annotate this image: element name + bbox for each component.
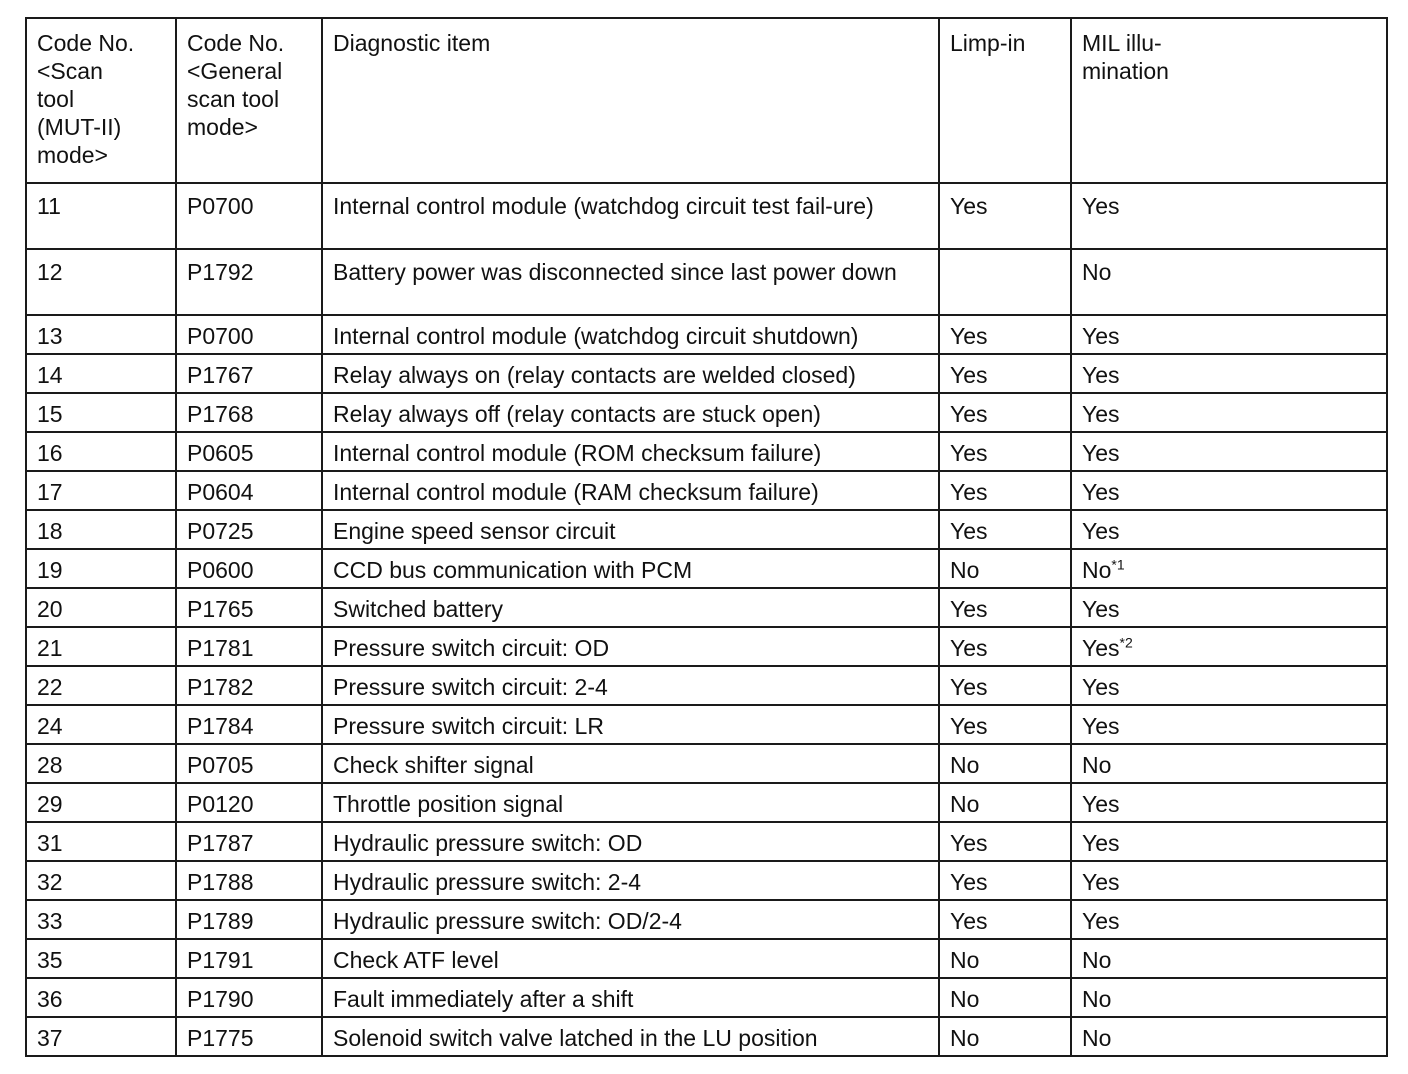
diagnostic-item-cell: Engine speed sensor circuit	[322, 510, 939, 549]
limp-in-cell: No	[939, 978, 1071, 1017]
limp-in-cell: Yes	[939, 822, 1071, 861]
mil-illumination-cell	[1071, 432, 1387, 471]
mil-value: No	[1082, 557, 1112, 583]
table-row	[26, 705, 1387, 744]
mil-illumination-cell	[1071, 666, 1387, 705]
general-code-cell: P1781	[176, 627, 322, 666]
scan-tool-code-cell: 28	[26, 744, 176, 783]
table-row	[26, 822, 1387, 861]
mil-illumination-cell	[1071, 939, 1387, 978]
general-code-cell: P1782	[176, 666, 322, 705]
scan-tool-code-cell: 31	[26, 822, 176, 861]
limp-in-cell: No	[939, 744, 1071, 783]
general-code-cell: P0604	[176, 471, 322, 510]
table-row	[26, 744, 1387, 783]
limp-in-cell: Yes	[939, 900, 1071, 939]
mil-value: Yes	[1082, 869, 1120, 895]
mil-illumination-cell	[1071, 393, 1387, 432]
mil-illumination-cell	[1071, 183, 1387, 249]
mil-value: No	[1082, 947, 1112, 973]
scan-tool-code-cell: 14	[26, 354, 176, 393]
scan-tool-code-cell: 17	[26, 471, 176, 510]
general-code-cell: P1789	[176, 900, 322, 939]
table-row	[26, 315, 1387, 354]
general-code-cell: P1784	[176, 705, 322, 744]
header-general-scan-code: Code No. <General scan tool mode>	[176, 18, 322, 183]
diagnostic-item-cell: Throttle position signal	[322, 783, 939, 822]
scan-tool-code-cell: 15	[26, 393, 176, 432]
footnote-marker: *2	[1119, 634, 1133, 651]
mil-value: Yes	[1082, 713, 1120, 739]
table-row	[26, 354, 1387, 393]
scan-tool-code-cell: 35	[26, 939, 176, 978]
general-code-cell: P1775	[176, 1017, 322, 1056]
mil-illumination-cell	[1071, 354, 1387, 393]
limp-in-cell: Yes	[939, 354, 1071, 393]
general-code-cell: P0700	[176, 315, 322, 354]
scan-tool-code-cell: 36	[26, 978, 176, 1017]
mil-illumination-cell	[1071, 783, 1387, 822]
table-row	[26, 939, 1387, 978]
general-code-cell: P0605	[176, 432, 322, 471]
mil-value: No	[1082, 259, 1112, 285]
diagnostic-item-cell: Hydraulic pressure switch: 2-4	[322, 861, 939, 900]
scan-tool-code-cell: 18	[26, 510, 176, 549]
mil-value: Yes	[1082, 193, 1120, 219]
table-row	[26, 861, 1387, 900]
scan-tool-code-cell: 22	[26, 666, 176, 705]
mil-value: Yes	[1082, 323, 1120, 349]
mil-illumination-cell	[1071, 315, 1387, 354]
header-scan-tool-code: Code No. <Scan tool (MUT-II) mode>	[26, 18, 176, 183]
limp-in-cell	[939, 249, 1071, 315]
mil-illumination-cell	[1071, 627, 1387, 666]
mil-value: Yes	[1082, 479, 1120, 505]
mil-illumination-cell	[1071, 822, 1387, 861]
general-code-cell: P1787	[176, 822, 322, 861]
scan-tool-code-cell: 21	[26, 627, 176, 666]
table-header-row	[26, 18, 1387, 183]
mil-value: Yes	[1082, 908, 1120, 934]
limp-in-cell: No	[939, 549, 1071, 588]
mil-value: No	[1082, 752, 1112, 778]
mil-illumination-cell	[1071, 471, 1387, 510]
diagnostic-item-cell: Relay always off (relay contacts are stuck open)	[322, 393, 939, 432]
diagnostic-item-cell: Internal control module (RAM checksum failure)	[322, 471, 939, 510]
general-code-cell: P1788	[176, 861, 322, 900]
table-row	[26, 900, 1387, 939]
limp-in-cell: No	[939, 939, 1071, 978]
scan-tool-code-cell: 11	[26, 183, 176, 249]
table-row	[26, 432, 1387, 471]
mil-illumination-cell	[1071, 1017, 1387, 1056]
diagnostic-item-cell: Relay always on (relay contacts are welded closed)	[322, 354, 939, 393]
limp-in-cell: No	[939, 1017, 1071, 1056]
limp-in-cell: Yes	[939, 588, 1071, 627]
diagnostic-item-cell: Pressure switch circuit: OD	[322, 627, 939, 666]
mil-value: No	[1082, 1025, 1112, 1051]
footnote-marker: *1	[1111, 556, 1125, 573]
limp-in-cell: Yes	[939, 666, 1071, 705]
diagnostic-item-cell: Check shifter signal	[322, 744, 939, 783]
diagnostic-item-cell: Solenoid switch valve latched in the LU position	[322, 1017, 939, 1056]
mil-illumination-cell	[1071, 978, 1387, 1017]
general-code-cell: P0700	[176, 183, 322, 249]
diagnostic-item-cell: Hydraulic pressure switch: OD	[322, 822, 939, 861]
scan-tool-code-cell: 29	[26, 783, 176, 822]
limp-in-cell: Yes	[939, 183, 1071, 249]
general-code-cell: P1792	[176, 249, 322, 315]
limp-in-cell: Yes	[939, 627, 1071, 666]
diagnostic-item-cell: Internal control module (ROM checksum failure)	[322, 432, 939, 471]
table-row	[26, 549, 1387, 588]
mil-value: Yes	[1082, 635, 1120, 661]
general-code-cell: P1765	[176, 588, 322, 627]
mil-value: No	[1082, 986, 1112, 1012]
mil-illumination-cell	[1071, 549, 1387, 588]
general-code-cell: P1791	[176, 939, 322, 978]
scan-tool-code-cell: 20	[26, 588, 176, 627]
general-code-cell: P0705	[176, 744, 322, 783]
mil-illumination-cell	[1071, 744, 1387, 783]
limp-in-cell: Yes	[939, 510, 1071, 549]
table-row	[26, 666, 1387, 705]
table-body	[26, 183, 1387, 1056]
table-row	[26, 1017, 1387, 1056]
limp-in-cell: No	[939, 783, 1071, 822]
table-row	[26, 588, 1387, 627]
table-row	[26, 783, 1387, 822]
header-limp-in: Limp-in	[939, 18, 1071, 183]
diagnostic-item-cell: Fault immediately after a shift	[322, 978, 939, 1017]
scan-tool-code-cell: 16	[26, 432, 176, 471]
diagnostic-item-cell: Internal control module (watchdog circuit shutdown)	[322, 315, 939, 354]
general-code-cell: P1768	[176, 393, 322, 432]
mil-value: Yes	[1082, 830, 1120, 856]
mil-value: Yes	[1082, 596, 1120, 622]
mil-illumination-cell	[1071, 861, 1387, 900]
mil-value: Yes	[1082, 440, 1120, 466]
limp-in-cell: Yes	[939, 432, 1071, 471]
mil-illumination-cell	[1071, 900, 1387, 939]
table-row	[26, 249, 1387, 315]
diagnostic-item-cell: Pressure switch circuit: LR	[322, 705, 939, 744]
mil-illumination-cell	[1071, 705, 1387, 744]
diagnostic-item-cell: Pressure switch circuit: 2-4	[322, 666, 939, 705]
limp-in-cell: Yes	[939, 315, 1071, 354]
scan-tool-code-cell: 19	[26, 549, 176, 588]
mil-illumination-cell	[1071, 249, 1387, 315]
limp-in-cell: Yes	[939, 393, 1071, 432]
scan-tool-code-cell: 32	[26, 861, 176, 900]
diagnostic-item-cell: Internal control module (watchdog circuit test fail-ure)	[322, 183, 939, 249]
header-diagnostic-item: Diagnostic item	[322, 18, 939, 183]
general-code-cell: P0600	[176, 549, 322, 588]
diagnostic-item-cell: Check ATF level	[322, 939, 939, 978]
mil-illumination-cell	[1071, 510, 1387, 549]
scan-tool-code-cell: 37	[26, 1017, 176, 1056]
diagnostic-item-cell: Switched battery	[322, 588, 939, 627]
table-row	[26, 510, 1387, 549]
table-row	[26, 978, 1387, 1017]
diagnostic-item-cell: Battery power was disconnected since last power down	[322, 249, 939, 315]
diagnostic-item-cell: Hydraulic pressure switch: OD/2-4	[322, 900, 939, 939]
diagnostic-code-table	[25, 17, 1388, 1057]
mil-value: Yes	[1082, 362, 1120, 388]
scan-tool-code-cell: 33	[26, 900, 176, 939]
mil-value: Yes	[1082, 401, 1120, 427]
general-code-cell: P1790	[176, 978, 322, 1017]
limp-in-cell: Yes	[939, 471, 1071, 510]
header-mil-illumination: MIL illu- mination	[1071, 18, 1387, 183]
table-row	[26, 627, 1387, 666]
table-row	[26, 471, 1387, 510]
mil-value: Yes	[1082, 674, 1120, 700]
table-row	[26, 393, 1387, 432]
scan-tool-code-cell: 13	[26, 315, 176, 354]
limp-in-cell: Yes	[939, 861, 1071, 900]
general-code-cell: P1767	[176, 354, 322, 393]
general-code-cell: P0725	[176, 510, 322, 549]
diagnostic-table-container	[25, 17, 1386, 1056]
diagnostic-item-cell: CCD bus communication with PCM	[322, 549, 939, 588]
general-code-cell: P0120	[176, 783, 322, 822]
scan-tool-code-cell: 24	[26, 705, 176, 744]
mil-illumination-cell	[1071, 588, 1387, 627]
table-row	[26, 183, 1387, 249]
mil-value: Yes	[1082, 518, 1120, 544]
limp-in-cell: Yes	[939, 705, 1071, 744]
scan-tool-code-cell: 12	[26, 249, 176, 315]
mil-value: Yes	[1082, 791, 1120, 817]
